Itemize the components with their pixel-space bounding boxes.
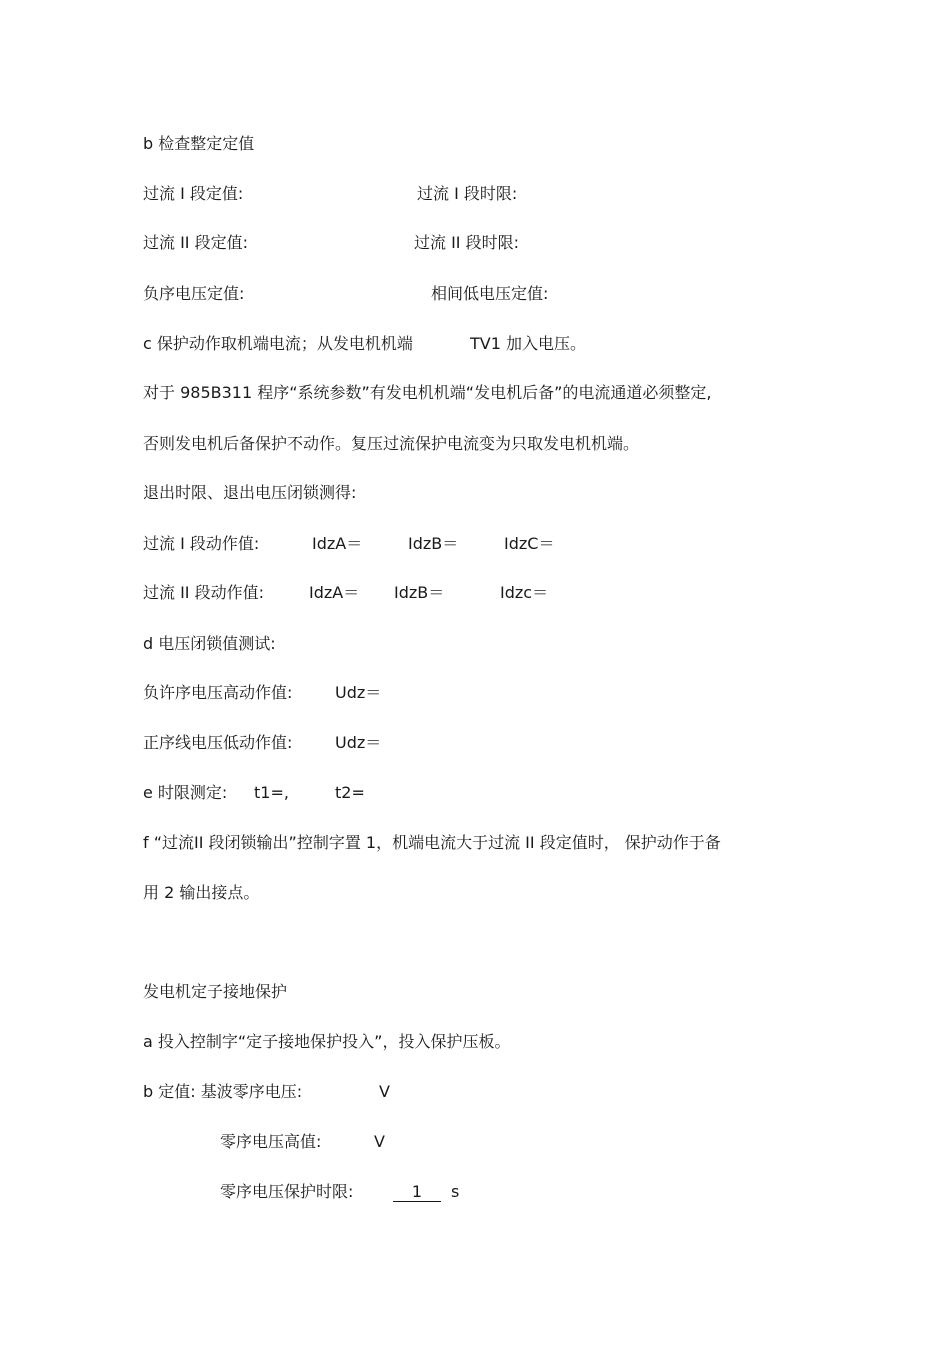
neg-high-label: 负许序电压高动作值: xyxy=(143,683,293,702)
oc2-action-label: 过流 II 段动作值: xyxy=(143,583,265,602)
e-t1: t1=, xyxy=(254,783,289,802)
zero-time-label: 零序电压保护时限: xyxy=(220,1182,354,1201)
phase-low-voltage-label: 相间低电压定值: xyxy=(431,284,549,303)
oc1-idzb: IdzB＝ xyxy=(408,534,459,553)
oc1-time-label: 过流 I 段时限: xyxy=(417,184,518,203)
oc2-idzb: IdzB＝ xyxy=(394,583,445,602)
para1-line1: 对于 985B311 程序“系统参数”有发电机机端“发电机后备”的电流通道必须整定, xyxy=(143,383,712,402)
d-heading: d 电压闭锁值测试: xyxy=(143,634,276,653)
s2-b-unit: V xyxy=(379,1082,390,1101)
oc2-idzc: Idzc＝ xyxy=(500,583,549,602)
b-heading: b 检查整定定值 xyxy=(143,134,255,153)
pos-low-label: 正序线电压低动作值: xyxy=(143,733,293,752)
e-label: e 时限测定: xyxy=(143,783,228,802)
c-line-part2: TV1 加入电压。 xyxy=(470,334,586,353)
s2-b-label: b 定值: 基波零序电压: xyxy=(143,1082,303,1101)
oc2-setting-label: 过流 II 段定值: xyxy=(143,233,249,252)
para1-line2: 否则发电机后备保护不动作。复压过流保护电流变为只取发电机机端。 xyxy=(143,434,640,453)
oc1-action-label: 过流 I 段动作值: xyxy=(143,534,260,553)
exit-line: 退出时限、退出电压闭锁测得: xyxy=(143,483,357,502)
oc1-idzc: IdzC＝ xyxy=(504,534,555,553)
neg-voltage-label: 负序电压定值: xyxy=(143,284,245,303)
zero-time-unit: s xyxy=(451,1182,460,1201)
s2-a-line: a 投入控制字“定子接地保护投入”，投入保护压板。 xyxy=(143,1032,511,1051)
oc2-time-label: 过流 II 段时限: xyxy=(414,233,520,252)
pos-low-udz: Udz＝ xyxy=(335,733,382,752)
c-line-part1: c 保护动作取机端电流；从发电机机端 xyxy=(143,334,413,353)
f-line2: 用 2 输出接点。 xyxy=(143,883,260,902)
neg-high-udz: Udz＝ xyxy=(335,683,382,702)
oc1-idza: IdzA＝ xyxy=(312,534,363,553)
zero-high-unit: V xyxy=(374,1132,385,1151)
e-t2: t2= xyxy=(335,783,365,802)
f-line1: f “过流II 段闭锁输出”控制字置 1，机端电流大于过流 II 段定值时， 保护动作于备 xyxy=(143,833,721,852)
zero-time-value: 1 xyxy=(393,1183,441,1202)
section2-title: 发电机定子接地保护 xyxy=(143,982,288,1001)
oc2-idza: IdzA＝ xyxy=(309,583,360,602)
zero-high-label: 零序电压高值: xyxy=(220,1132,322,1151)
oc1-setting-label: 过流 I 段定值: xyxy=(143,184,244,203)
zero-time-value-field xyxy=(393,1182,441,1202)
